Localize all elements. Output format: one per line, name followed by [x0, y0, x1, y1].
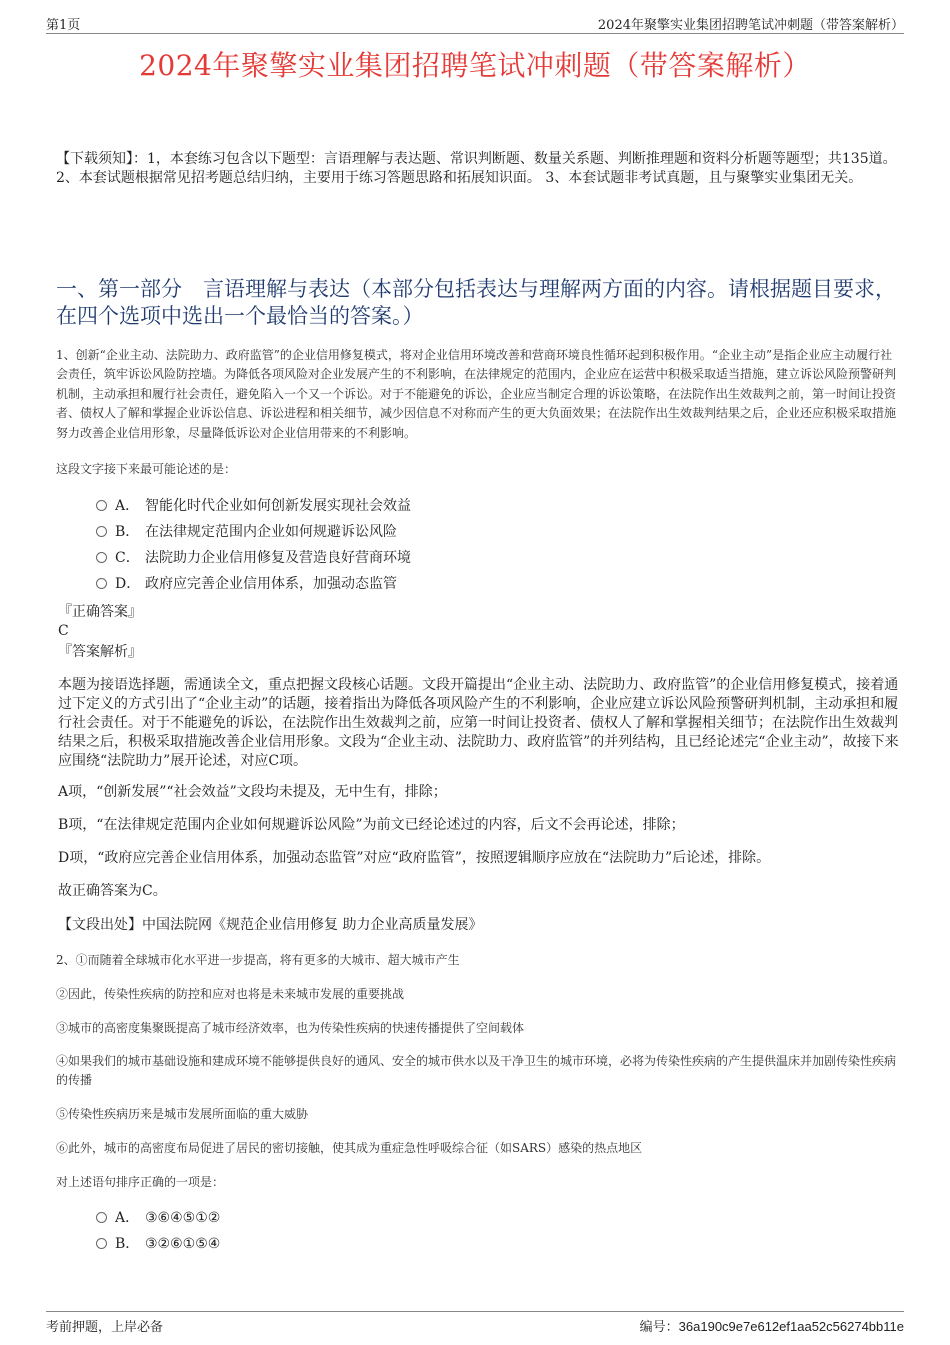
q1-stem: 1、创新“企业主动、法院助力、政府监管”的企业信用修复模式，将对企业信用环境改善和营商环境良性循环起到积极作用。“企业主动”是指企业应主动履行社会责任，筑牢诉讼风险防控墙。为降低各项风险对企业发展产生的不利影响，在法律规定的范围内，企业应在运营中积极采取适当措施，建立诉讼风险预警研判机制，主动承担和履行社会责任，避免陷入一个又一个诉讼。对于不能避免的诉讼，企业应当制定合理的诉讼策略，在法院作出生效裁判之前，第一时间让投资者、债权人了解和掌握企业诉讼信息、诉讼进程和相关细节，减少因信息不对称而产生的更大负面效果；在法院作出生效裁判结果之后，企业还应积极采取措施努力改善企业信用形象，尽量降低诉讼对企业信用带来的不利影响。 [56, 348, 897, 440]
radio-icon[interactable] [96, 526, 107, 537]
q1-option-d[interactable]: D． 政府应完善企业信用体系，加强动态监管 [96, 574, 397, 594]
q1-prompt: 这段文字接下来最可能论述的是： [56, 462, 237, 476]
q1-option-c[interactable]: C． 法院助力企业信用修复及营造良好营商环境 [96, 548, 411, 568]
q2-sentence-1: 2、①而随着全球城市化水平进一步提高，将有更多的大城市、超大城市产生 [56, 953, 460, 967]
source-citation: 【文段出处】中国法院网《规范企业信用修复 助力企业高质量发展》 [58, 917, 483, 933]
footer-code: 编号：36a190c9e7e612ef1aa52c56274bb11e [639, 1319, 904, 1335]
q2-sentence-6: ⑥此外，城市的高密度布局促进了居民的密切接触，使其成为重症急性呼吸综合征（如SARS）感染的热点地区 [56, 1141, 643, 1155]
header-doc-title: 2024年聚擎实业集团招聘笔试冲刺题（带答案解析） [597, 18, 904, 33]
radio-icon[interactable] [96, 1212, 107, 1223]
analysis-main: 本题为接语选择题，需通读全文，重点把握文段核心话题。文段开篇提出“企业主动、法院助力、政府监管”的企业信用修复模式，接着通过下定义的方式引出了“企业主动”的话题，接着指出为降低各项风险产生的不利影响，企业应建立诉讼风险预警研判机制，主动承担和履行社会责任。对于不能避免的诉讼，在法院作出生效裁判之前，应第一时间让投资者、债权人了解和掌握相关细节；在法院作出生效裁判结果之后，积极采取措施改善企业信用形象。文段为“企业主动、法院助力、政府监管”的并列结构，且已经论述完“企业主动”，故接下来应围绕“法院助力”展开论述，对应C项。 [58, 677, 899, 769]
q2-option-a[interactable]: A． ③⑥④⑤①② [96, 1208, 220, 1228]
section-heading: 一、第一部分 言语理解与表达（本部分包括表达与理解两方面的内容。请根据题目要求，在四个选项中选出一个最恰当的答案。） [56, 277, 896, 328]
radio-icon[interactable] [96, 500, 107, 511]
q1-option-b[interactable]: B． 在法律规定范围内企业如何规避诉讼风险 [96, 522, 397, 542]
analysis-option-a: A项，“创新发展”“社会效益”文段均未提及，无中生有，排除； [58, 784, 447, 800]
analysis-option-b: B项，“在法律规定范围内企业如何规避诉讼风险”为前文已经论述过的内容，后文不会再论述，排除； [58, 817, 685, 833]
radio-icon[interactable] [96, 578, 107, 589]
q2-option-b[interactable]: B． ③②⑥①⑤④ [96, 1234, 220, 1254]
analysis-option-d: D项，“政府应完善企业信用体系，加强动态监管”对应“政府监管”，按照逻辑顺序应放在“法院助力”后论述，排除。 [58, 850, 771, 866]
footer-slogan: 考前押题，上岸必备 [46, 1320, 164, 1335]
download-notice: 【下载须知】：1，本套练习包含以下题型：言语理解与表达题、常识判断题、数量关系题、判断推理题和资料分析题等题型；共135道。 2、本套试题根据常见招考题总结归纳，主要用于练习答题思路和拓展知识面。 3、本套试题非考试真题，且与聚擎实业集团无关。 [56, 151, 897, 186]
q2-prompt: 对上述语句排序正确的一项是： [56, 1175, 225, 1189]
radio-icon[interactable] [96, 552, 107, 563]
page-number: 第1页 [46, 18, 81, 33]
radio-icon[interactable] [96, 1238, 107, 1249]
q2-sentence-2: ②因此，传染性疾病的防控和应对也将是未来城市发展的重要挑战 [56, 987, 405, 1001]
q1-option-a[interactable]: A． 智能化时代企业如何创新发展实现社会效益 [96, 496, 411, 516]
q2-sentence-5: ⑤传染性疾病历来是城市发展所面临的重大威胁 [56, 1107, 309, 1121]
q2-sentence-4: ④如果我们的城市基础设施和建成环境不能够提供良好的通风、安全的城市供水以及干净卫生的城市环境，必将为传染性疾病的产生提供温床并加剧传染性疾病的传播 [56, 1054, 897, 1088]
q2-sentence-3: ③城市的高密度集聚既提高了城市经济效率，也为传染性疾病的快速传播提供了空间载体 [56, 1021, 525, 1035]
page-title: 2024年聚擎实业集团招聘笔试冲刺题（带答案解析） [139, 49, 811, 82]
answer-label: 『正确答案』 [58, 604, 142, 620]
analysis-label: 『答案解析』 [58, 644, 142, 660]
analysis-conclusion: 故正确答案为C。 [58, 883, 167, 899]
header-divider [46, 33, 904, 34]
answer-value: C [58, 623, 69, 639]
footer-divider [46, 1311, 904, 1312]
